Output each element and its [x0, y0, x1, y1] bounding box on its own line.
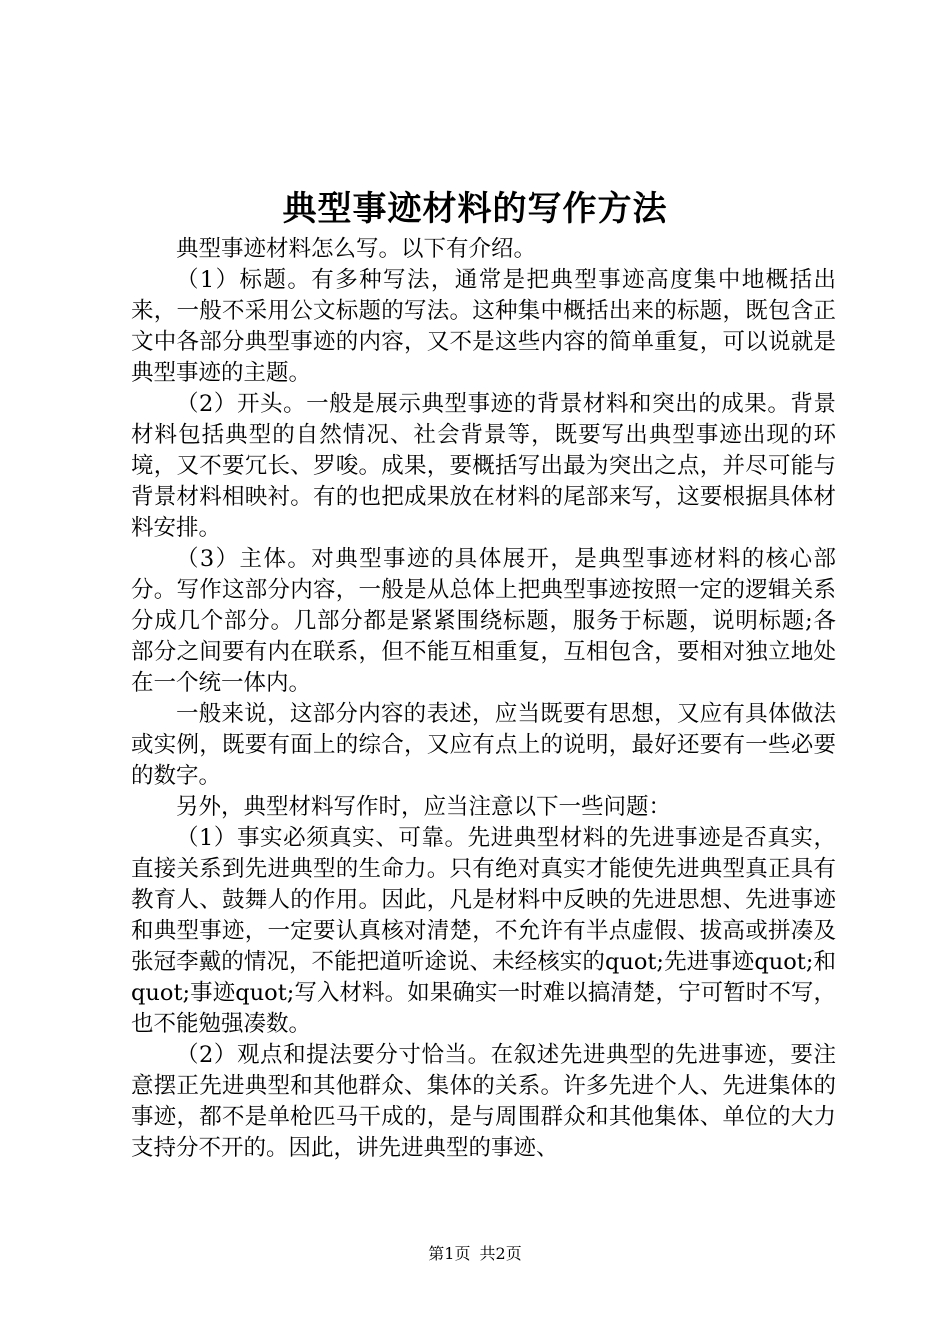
document-body — [131, 234, 836, 1164]
document-title: 典型事迹材料的写作方法 — [282, 189, 668, 229]
paragraph-intro: 典型事迹材料怎么写。以下有介绍。 — [176, 236, 537, 262]
paragraph-general-note: 一般来说，这部分内容的表述，应当既要有思想，又应有具体做法或实例，既要有面上的综合，又应有点上的说明，最好还要有一些必要的数字。 — [131, 701, 836, 789]
paragraph-note-viewpoint: （2）观点和提法要分寸恰当。在叙述先进典型的先进事迹，要注意摆正先进典型和其他群众、集体的关系。许多先进个人、先进集体的事迹，都不是单枪匹马干成的，是与周围群众和其他集体、单位的大力支持分不开的。因此，讲先进典型的事迹、 — [131, 1042, 836, 1161]
paragraph-title-section: （1）标题。有多种写法，通常是把典型事迹高度集中地概括出来，一般不采用公文标题的写法。这种集中概括出来的标题，既包含正文中各部分典型事迹的内容，又不是这些内容的简单重复，可以说就是典型事迹的主题。 — [131, 267, 836, 386]
paragraph-note-truthful: （1）事实必须真实、可靠。先进典型材料的先进事迹是否真实，直接关系到先进典型的生命力。只有绝对真实才能使先进典型真正具有教育人、鼓舞人的作用。因此，凡是材料中反映的先进思想、先进事迹和典型事迹，一定要认真核对清楚，不允许有半点虚假、拔高或拼凑及张冠李戴的情况，不能把道听途说、未经核实的quot;先进事迹quot;和quot;事迹quot;写入材料。如果确实一时难以搞清楚，宁可暂时不写，也不能勉强凑数。 — [131, 825, 836, 1037]
paragraph-notes-intro: 另外，典型材料写作时，应当注意以下一些问题： — [176, 794, 672, 820]
page-total: 共2页 — [479, 1244, 522, 1263]
page-number: 第1页 — [428, 1244, 471, 1263]
paragraph-main-section: （3）主体。对典型事迹的具体展开，是典型事迹材料的核心部分。写作这部分内容，一般是从总体上把典型事迹按照一定的逻辑关系分成几个部分。几部分都是紧紧围绕标题，服务于标题，说明标题;各部分之间要有内在联系，但不能互相重复，互相包含，要相对独立地处在一个统一体内。 — [131, 546, 836, 696]
page-footer — [0, 1243, 950, 1265]
paragraph-opening-section: （2）开头。一般是展示典型事迹的背景材料和突出的成果。背景材料包括典型的自然情况、社会背景等，既要写出典型事迹出现的环境，又不要冗长、罗唆。成果，要概括写出最为突出之点，并尽可能与背景材料相映衬。有的也把成果放在材料的尾部来写，这要根据具体材料安排。 — [131, 391, 836, 541]
